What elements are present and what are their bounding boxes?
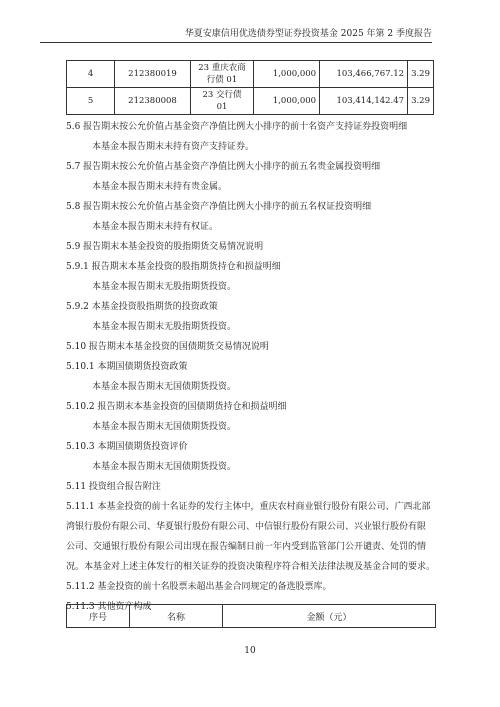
fair-value: 103,414,142.47	[320, 88, 408, 115]
section-heading: 5.7 报告期末按公允价值占基金资产净值比例大小排序的前五名贵金属投资明细	[66, 162, 381, 172]
section-heading: 5.10 报告期末本基金投资的国债期货交易情况说明	[66, 342, 269, 352]
section-heading: 5.9.1 报告期末本基金投资的股指期货持仓和损益明细	[66, 262, 281, 272]
nav-percent: 3.29	[408, 61, 434, 88]
page-number: 10	[244, 646, 256, 656]
bond-name: 23 交行债 01	[190, 88, 254, 115]
table-row	[67, 88, 434, 115]
report-body	[66, 117, 436, 617]
col-amount-header: 金额（元）	[223, 605, 436, 628]
section-text: 本基金本报告期末未持有贵金属。	[92, 182, 228, 192]
table-header-row	[67, 605, 436, 628]
bond-code: 212380008	[115, 88, 190, 115]
section-lines	[66, 117, 436, 497]
quantity: 1,000,000	[254, 61, 320, 88]
note-5-11-1: 5.11.1 本基金投资的前十名证券的发行主体中，重庆农村商业银行股份有限公司、广西北部 湾银行股份有限公司、华夏银行股份有限公司、中信银行股份有限公司、兴业银行股份有限 公司、交通银行股份有限公司出现在报告编制日前一年内受到监管部门公开谴责、处罚的情 况。本基金对上述主体发行的相关证券的投资决策程序符合相关法律法规及基金合同的要求。	[66, 502, 436, 572]
section-heading: 5.9.2 本基金投资股指期货的投资政策	[66, 302, 218, 312]
section-text: 本基金本报告期末未持有权证。	[92, 222, 219, 232]
note-5-11-2: 5.11.2 基金投资的前十名股票未超出基金合同规定的备选股票库。	[66, 582, 332, 592]
other-assets-table	[66, 604, 436, 628]
section-heading: 5.6 报告期末按公允价值占基金资产净值比例大小排序的前十名资产支持证券投资明细	[66, 122, 408, 132]
section-text: 本基金本报告期末未持有资产支持证券。	[92, 142, 255, 152]
section-heading: 5.10.3 本期国债期货投资评价	[66, 442, 188, 452]
row-index: 4	[67, 61, 115, 88]
col-name-header: 名称	[130, 605, 223, 628]
section-text: 本基金本报告期末无国债期货投资。	[92, 382, 237, 392]
section-heading: 5.10.1 本期国债期货投资政策	[66, 362, 188, 372]
col-index-header: 序号	[67, 605, 130, 628]
section-heading: 5.11 投资组合报告附注	[66, 482, 161, 492]
section-text: 本基金本报告期末无国债期货投资。	[92, 422, 237, 432]
section-heading: 5.8 报告期末按公允价值占基金资产净值比例大小排序的前五名权证投资明细	[66, 202, 372, 212]
note-5-11-3: 5.11.3 其他资产构成	[66, 602, 152, 612]
section-heading: 5.9 报告期末本基金投资的股指期货交易情况说明	[66, 242, 264, 252]
quantity: 1,000,000	[254, 88, 320, 115]
section-text: 本基金本报告期末无国债期货投资。	[92, 462, 237, 472]
fair-value: 103,466,767.12	[320, 61, 408, 88]
page-header: 华夏安康信用优选债券型证券投资基金 2025 年第 2 季度报告	[40, 26, 432, 43]
table-row	[67, 61, 434, 88]
section-text: 本基金本报告期末无股指期货投资。	[92, 282, 237, 292]
bond-name: 23 重庆农商 行债 01	[190, 61, 254, 88]
section-heading: 5.10.2 报告期末本基金投资的国债期货持仓和损益明细	[66, 402, 287, 412]
row-index: 5	[67, 88, 115, 115]
section-text: 本基金本报告期末无股指期货投资。	[92, 322, 237, 332]
bond-code: 212380019	[115, 61, 190, 88]
holdings-table	[66, 60, 434, 115]
nav-percent: 3.29	[408, 88, 434, 115]
